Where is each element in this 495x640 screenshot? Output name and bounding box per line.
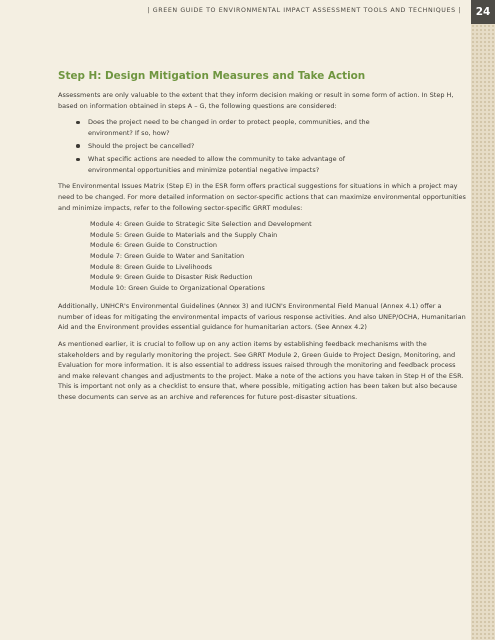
module-item: Module 9: Green Guide to Disaster Risk Reduction bbox=[90, 273, 253, 282]
module-item: Module 6: Green Guide to Construction bbox=[90, 241, 217, 250]
guidelines-paragraph: Additionally, UNHCR's Environmental Guidelines (Annex 3) and IUCN's Environmental Field Manual (Annex 4.1) offer a number of ideas for mitigating the environmental impacts of various response activities. And also UNEP/OCHA, Humanitarian Aid and the Environment provides essential guidance for humanitarian actors. (See Annex 4.2) bbox=[58, 302, 466, 332]
module-item: Module 5: Green Guide to Materials and the Supply Chain bbox=[90, 230, 278, 239]
module-item: Module 10: Green Guide to Organizational Operations bbox=[90, 283, 265, 292]
module-item: Module 4: Green Guide to Strategic Site Selection and Development bbox=[90, 220, 312, 229]
module-item: Module 8: Green Guide to Livelihoods bbox=[90, 262, 213, 271]
follow-up-paragraph: As mentioned earlier, it is crucial to follow up on any action items by establishing feedback mechanisms with the stakeholders and by regularly monitoring the project. See GRRT Module 2, Green Guide to Project Design, Monitoring, and Evaluation for more information. It is also essential to address issues raised through the monitoring and feedback process and make relevant changes and adjustments to the project. Make a note of the actions you have taken in Step H of the ESR. This is important not only as a checklist to ensure that, where possible, mitigating action has been taken but also because these documents can serve as an archive and references for future post-disaster situations. bbox=[58, 340, 464, 402]
module-item: Module 7: Green Guide to Water and Sanitation bbox=[90, 251, 245, 260]
question-list bbox=[58, 117, 466, 175]
list-item: Does the project need to be changed in order to protect people, communities, and the environment? If so, how? bbox=[76, 117, 378, 138]
module-list bbox=[90, 219, 466, 293]
list-item: What specific actions are needed to allow the community to take advantage of environmental opportunities and minimize potential negative impacts? bbox=[76, 154, 378, 175]
section-title: Step H: Design Mitigation Measures and Take Action bbox=[58, 70, 366, 82]
main-content bbox=[58, 70, 466, 409]
matrix-paragraph: The Environmental Issues Matrix (Step E) in the ESR form offers practical suggestions for situations in which a project may need to be changed. For more detailed information on sector-specific actions that can maximize environmental opportunities and minimize impacts, refer to the following sector-specific GRRT modules: bbox=[58, 182, 466, 212]
decorative-side-strip bbox=[471, 0, 495, 640]
page-number: 24 bbox=[471, 0, 495, 24]
list-item: Should the project be cancelled? bbox=[76, 141, 378, 152]
intro-paragraph: Assessments are only valuable to the extent that they inform decision making or result in some form of action. In Step H, based on information obtained in steps A – G, the following questions are considered: bbox=[58, 91, 454, 110]
running-header: | GREEN GUIDE TO ENVIRONMENTAL IMPACT ASSESSMENT TOOLS AND TECHNIQUES | bbox=[147, 7, 461, 14]
